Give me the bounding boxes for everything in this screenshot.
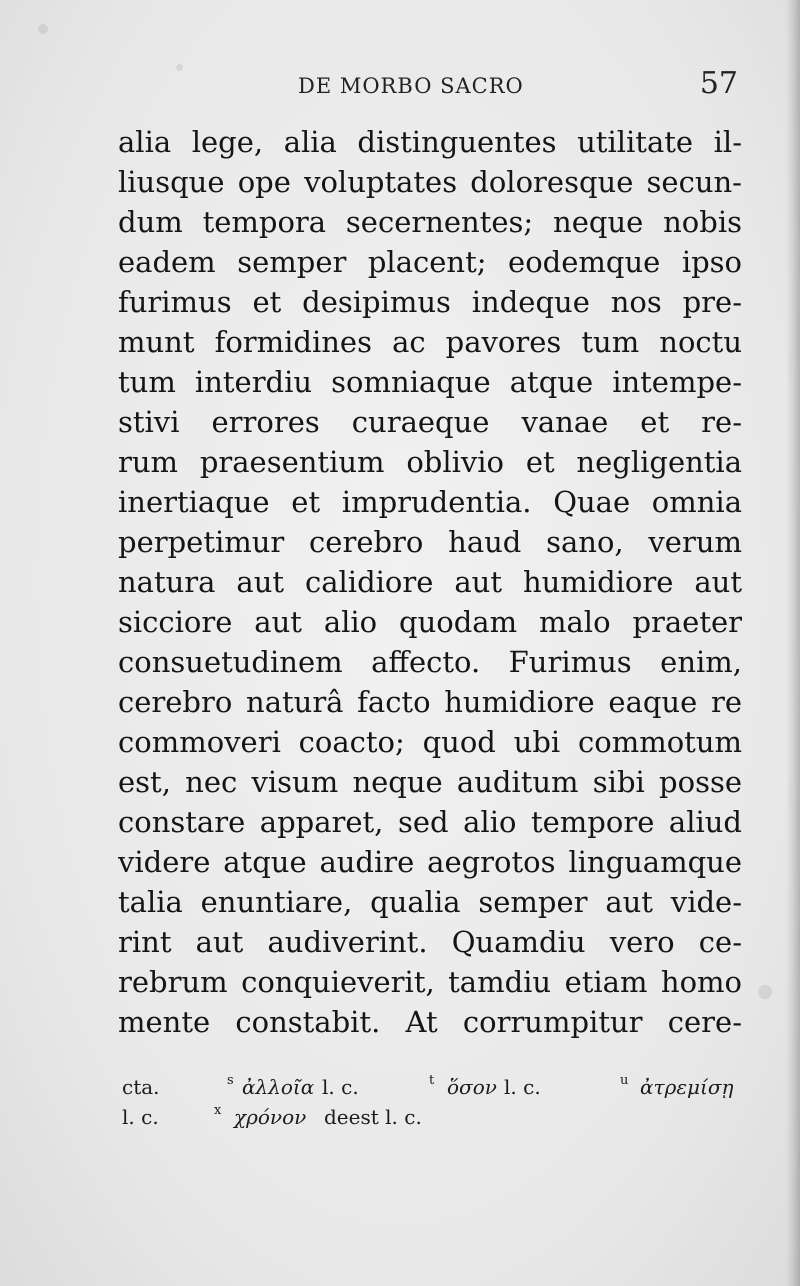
footnote-ref-s: l. c.	[322, 1075, 359, 1099]
text-line: sicciore aut alio quodam malo praeter	[118, 605, 742, 639]
text-line: rint aut audiverint. Quamdiu vero ce-	[118, 925, 742, 959]
footnote-greek-x: χρόνον	[234, 1105, 307, 1129]
footnote-greek-t: ὅσον	[447, 1075, 497, 1099]
footnote-marker-x: x	[214, 1103, 222, 1118]
text-line: est, nec visum neque auditum sibi posse	[118, 765, 742, 799]
text-line: eadem semper placent; eodemque ipso	[118, 245, 742, 279]
text-line: stivi errores curaeque vanae et re-	[118, 405, 742, 439]
footnote-marker-t: t	[429, 1073, 435, 1088]
text-line: liusque ope voluptates doloresque secun-	[118, 165, 742, 199]
text-line: tum interdiu somniaque atque intempe-	[118, 365, 742, 399]
text-line: rum praesentium oblivio et negligentia	[118, 445, 742, 479]
running-head: DE MORBO SACRO	[298, 74, 524, 98]
footnote-continuation: l. c.	[122, 1105, 159, 1129]
paper-speck	[38, 24, 48, 34]
page-number: 57	[699, 66, 738, 101]
footnote-marker-u: u	[620, 1073, 629, 1088]
footnote-continuation: cta.	[122, 1075, 160, 1099]
paper-speck	[758, 985, 772, 999]
footnote-marker-s: s	[227, 1073, 234, 1088]
footnote-line	[122, 1102, 742, 1132]
footnote-ref-t: l. c.	[504, 1075, 541, 1099]
text-line: rebrum conquieverit, tamdiu etiam homo	[118, 965, 742, 999]
text-line: furimus et desipimus indeque nos pre-	[118, 285, 742, 319]
text-line: dum tempora secernentes; neque nobis	[118, 205, 742, 239]
main-text-block	[118, 122, 742, 1042]
text-line: consuetudinem affecto. Furimus enim,	[118, 645, 742, 679]
text-line: inertiaque et imprudentia. Quae omnia	[118, 485, 742, 519]
footnote-text-x: deest l. c.	[324, 1105, 422, 1129]
footnotes	[122, 1072, 742, 1132]
page-header	[118, 64, 742, 104]
footnote-greek-s: ἀλλοῖα	[242, 1075, 315, 1099]
text-line: talia enuntiare, qualia semper aut vide-	[118, 885, 742, 919]
text-line: mente constabit. At corrumpitur cere-	[118, 1005, 742, 1039]
text-line: munt formidines ac pavores tum noctu	[118, 325, 742, 359]
text-line: videre atque audire aegrotos linguamque	[118, 845, 742, 879]
text-line: constare apparet, sed alio tempore aliud	[118, 805, 742, 839]
text-line: cerebro naturâ facto humidiore eaque re	[118, 685, 742, 719]
text-line: natura aut calidiore aut humidiore aut	[118, 565, 742, 599]
text-line: commoveri coacto; quod ubi commotum	[118, 725, 742, 759]
text-line: alia lege, alia distinguentes utilitate il-	[118, 125, 742, 159]
text-line: perpetimur cerebro haud sano, verum	[118, 525, 742, 559]
footnote-greek-u: ἀτρεμίσῃ	[640, 1075, 734, 1099]
page-edge-shadow	[786, 0, 800, 1286]
